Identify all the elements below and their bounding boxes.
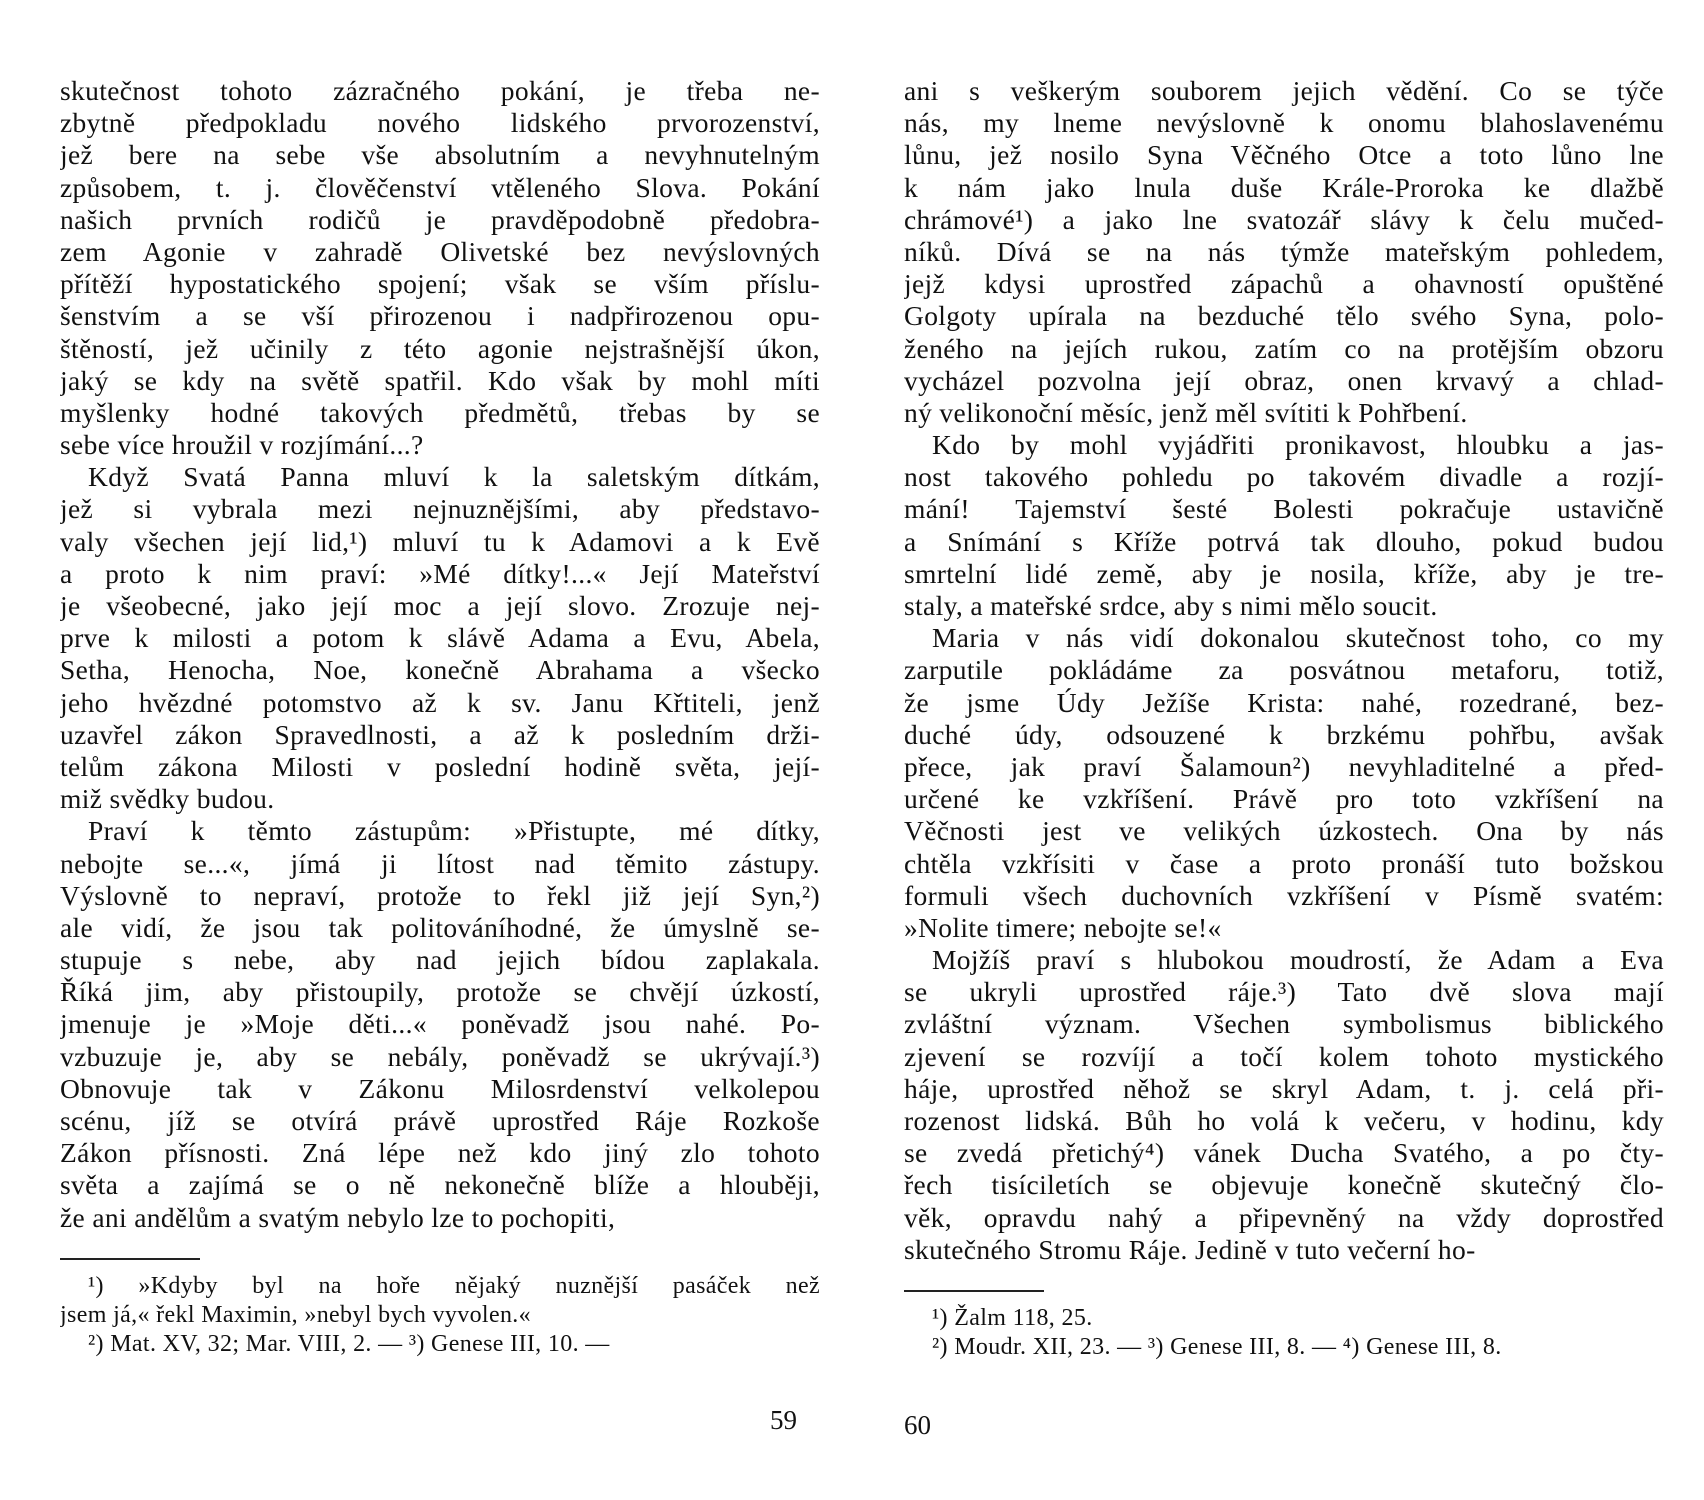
text-line: jež bere na sebe vše absolutním a nevyhnutelným — [60, 139, 820, 171]
text-line: určené ke vzkříšení. Právě pro toto vzkříšení na — [904, 783, 1664, 815]
text-line: Golgoty upírala na bezduché tělo svého Syna, polo- — [904, 300, 1664, 332]
text-line: duché údy, odsouzené k brzkému pohřbu, avšak — [904, 718, 1664, 750]
text-line: že ani andělům a svatým nebylo lze to pochopiti, — [60, 1201, 616, 1233]
text-line: prve k milosti a potom k slávě Adama a Evu, Abela, — [60, 622, 820, 654]
text-line: skutečného Stromu Ráje. Jedině v tuto večerní ho- — [904, 1233, 1476, 1265]
text-line: Kdo by mohl vyjádřiti pronikavost, hloubku a jas- — [932, 429, 1664, 461]
text-line: zbytně předpokladu nového lidského prvorozenství, — [60, 107, 820, 139]
right-page-number: 60 — [904, 1410, 931, 1440]
left-page-footnotes — [60, 1272, 820, 1359]
footnote-line: ²) Mat. XV, 32; Mar. VIII, 2. — ³) Genese III, 10. — — [88, 1330, 610, 1357]
text-line: Výslovně to nepraví, protože to řekl již její Syn,²) — [60, 879, 820, 911]
text-line: sebe více hroužil v rozjímání...? — [60, 429, 424, 461]
text-line: že jsme Údy Ježíše Krista: nahé, rozedrané, bez- — [904, 686, 1664, 718]
text-line: scénu, jíž se otvírá právě uprostřed Ráje Rozkoše — [60, 1105, 820, 1136]
text-line: vycházel pozvolna její obraz, onen krvavý a chlad- — [904, 364, 1664, 396]
text-line: nebojte se...«, jímá ji lítost nad těmito zástupy. — [60, 847, 820, 879]
text-line: šenstvím a se vší přirozenou i nadpřirozenou opu- — [60, 300, 820, 332]
text-line: jaký se kdy na světě spatřil. Kdo však by mohl míti — [60, 364, 820, 396]
left-page-number: 59 — [770, 1405, 797, 1435]
text-line: věk, opravdu nahý a připevněný na vždy doprostřed — [904, 1201, 1664, 1233]
text-line: jmenuje je »Moje děti...« poněvadž jsou nahé. Po- — [60, 1008, 820, 1040]
text-line: přece, jak praví Šalamoun²) nevyhladitelné a před- — [904, 750, 1664, 782]
text-line: ný velikonoční měsíc, jenž měl svítiti k Pohřbení. — [904, 396, 1468, 428]
text-line: zem Agonie v zahradě Olivetské bez nevýslovných — [60, 235, 820, 267]
text-line: k nám jako lnula duše Krále-Proroka ke dlažbě — [904, 171, 1664, 203]
text-line: způsobem, t. j. člověčenství vtěleného Slova. Pokání — [60, 171, 820, 203]
text-line: nost takového pohledu po takovém divadle a rozjí- — [904, 461, 1664, 493]
text-line: staly, a mateřské srdce, aby s nimi mělo soucit. — [904, 590, 1438, 621]
right-page-footnotes — [904, 1304, 1664, 1362]
right-page — [904, 75, 1664, 1362]
text-line: miž svědky budou. — [60, 783, 275, 815]
text-line: uzavřel zákon Spravedlnosti, a až k posledním drži- — [60, 718, 820, 750]
text-line: našich prvních rodičů je pravděpodobně předobra- — [60, 203, 820, 235]
text-line: se ukryli uprostřed ráje.³) Tato dvě slova mají — [904, 976, 1664, 1008]
left-footnote-divider — [60, 1258, 200, 1260]
text-line: zarputile pokládáme za posvátnou metaforu, totiž, — [904, 654, 1664, 686]
text-line: mání! Tajemství šesté Bolesti pokračuje ustavičně — [904, 493, 1664, 525]
text-line: myšlenky hodné takových předmětů, třebas by se — [60, 396, 820, 428]
text-line: chrámové¹) a jako lne svatozář slávy k čelu mučed- — [904, 203, 1664, 235]
text-line: a proto k nim praví: »Mé dítky!...« Její Mateřství — [60, 557, 820, 589]
footnote-line: ²) Moudr. XII, 23. — ³) Genese III, 8. — ⁴) Genese III, 8. — [932, 1333, 1502, 1360]
footnote-line: ¹) »Kdyby byl na hoře nějaký nuznější pasáček než — [88, 1272, 820, 1299]
left-page — [60, 75, 820, 1359]
text-line: vzbuzuje je, aby se nebály, poněvadž se ukrývají.³) — [60, 1040, 820, 1072]
text-line: a Snímání s Kříže potrvá tak dlouho, pokud budou — [904, 525, 1664, 557]
text-line: stupuje s nebe, aby nad jejich bídou zaplakala. — [60, 944, 820, 976]
text-line: světa a zajímá se o ně nekonečně blíže a hlouběji, — [60, 1169, 820, 1201]
text-line: se zvedá přetichý⁴) vánek Ducha Svatého, a po čty- — [904, 1137, 1664, 1169]
text-line: jeho hvězdné potomstvo až k sv. Janu Křtiteli, jenž — [60, 686, 820, 718]
text-line: Maria v nás vidí dokonalou skutečnost toho, co my — [932, 622, 1664, 654]
text-line: »Nolite timere; nebojte se!« — [904, 911, 1222, 943]
text-line: ženého na jejích rukou, zatím co na protějším obzoru — [904, 332, 1664, 364]
text-line: řech tisíciletích se objevuje konečně skutečný člo- — [904, 1169, 1664, 1201]
text-line: Říká jim, aby přistoupily, protože se chvějí úzkostí, — [60, 976, 820, 1008]
text-line: rozenost lidská. Bůh ho volá k večeru, v hodinu, kdy — [904, 1105, 1664, 1136]
text-line: lůnu, jež nosilo Syna Věčného Otce a toto lůno lne — [904, 139, 1664, 171]
text-line: Věčnosti jest ve velikých úzkostech. Ona by nás — [904, 815, 1664, 847]
text-line: zvláštní význam. Všechen symbolismus biblického — [904, 1008, 1664, 1040]
text-line: zjevení se rozvíjí a točí kolem tohoto mystického — [904, 1040, 1664, 1072]
text-line: štěností, jež učinily z této agonie nejstrašnější úkon, — [60, 332, 820, 364]
text-line: háje, uprostřed něhož se skryl Adam, t. j. celá při- — [904, 1072, 1664, 1104]
text-line: jež si vybrala mezi nejnuznějšími, aby představo- — [60, 493, 820, 525]
text-line: Setha, Henocha, Noe, konečně Abrahama a všecko — [60, 654, 820, 686]
text-line: Praví k těmto zástupům: »Přistupte, mé dítky, — [88, 815, 820, 847]
text-line: telům zákona Milosti v poslední hodině světa, její- — [60, 750, 820, 782]
text-line: Mojžíš praví s hlubokou moudrostí, že Adam a Eva — [932, 944, 1664, 976]
text-line: chtěla vzkřísiti v čase a proto pronáší tuto božskou — [904, 847, 1664, 879]
footnote-line: jsem já,« řekl Maximin, »nebyl bych vyvolen.« — [60, 1301, 531, 1328]
text-line: jejž kdysi uprostřed zápachů a ohavností opuštěné — [904, 268, 1664, 300]
text-line: skutečnost tohoto zázračného pokání, je třeba ne- — [60, 75, 820, 106]
text-line: Zákon přísnosti. Zná lépe než kdo jiný zlo tohoto — [60, 1137, 820, 1169]
text-line: níků. Dívá se na nás týmže mateřským pohledem, — [904, 235, 1664, 267]
text-line: ale vidí, že jsou tak politováníhodné, že úmyslně se- — [60, 911, 820, 943]
text-line: Když Svatá Panna mluví k la saletským dítkám, — [88, 461, 820, 493]
footnote-line: ¹) Žalm 118, 25. — [932, 1304, 1093, 1331]
text-line: valy všechen její lid,¹) mluví tu k Adamovi a k Evě — [60, 525, 820, 557]
right-page-body-text — [904, 75, 1664, 1266]
text-line: formuli všech duchovních vzkříšení v Písmě svatém: — [904, 879, 1664, 911]
right-footnote-divider — [904, 1290, 1044, 1292]
text-line: je všeobecné, jako její moc a její slovo. Zrozuje nej- — [60, 590, 820, 621]
text-line: ani s veškerým souborem jejich vědění. Co se týče — [904, 75, 1664, 106]
text-line: nás, my lneme nevýslovně k onomu blahoslavenému — [904, 107, 1664, 139]
text-line: smrtelní lidé země, aby je nosila, kříže, aby je tre- — [904, 557, 1664, 589]
text-line: přítěží hypostatického spojení; však se vším příslu- — [60, 268, 820, 300]
text-line: Obnovuje tak v Zákonu Milosrdenství velkolepou — [60, 1072, 820, 1104]
left-page-body-text — [60, 75, 820, 1234]
